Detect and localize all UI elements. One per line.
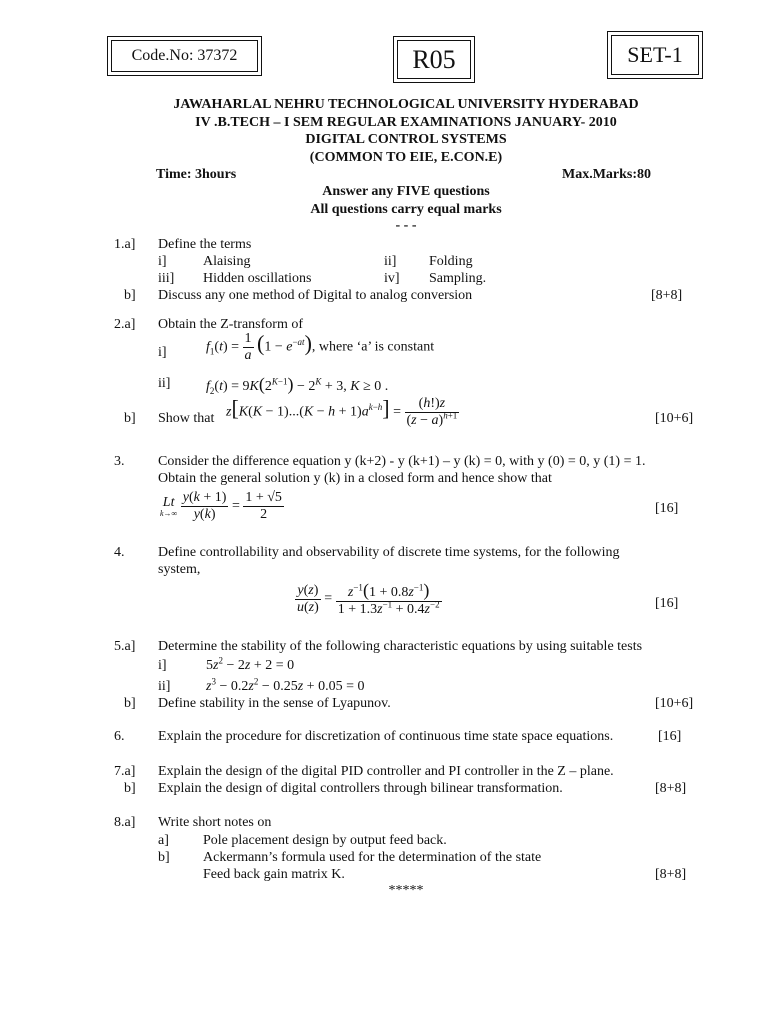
q2b-text: Show that (158, 411, 215, 426)
q5-ii-label: ii] (158, 679, 171, 694)
q4-line1: Define controllability and observability of discrete time systems, for the following (158, 545, 620, 560)
q1-opt1-label: i] (158, 254, 167, 269)
q1a-text: Define the terms (158, 237, 252, 252)
exam-title: IV .B.TECH – I SEM REGULAR EXAMINATIONS JANUARY- 2010 (195, 115, 617, 130)
code-box (107, 36, 262, 76)
q2-marks: [10+6] (655, 411, 694, 426)
q6-marks: [16] (658, 729, 682, 744)
code-number: Code.No: 37372 (131, 47, 238, 64)
q5a-number: 5.a] (114, 639, 136, 654)
q1-opt3-label: iii] (158, 271, 175, 286)
q8-b-text: Ackermann’s formula used for the determination of the state (203, 850, 542, 865)
q8a-number: 8.a] (114, 815, 136, 830)
set-box (607, 31, 703, 79)
q7-marks: [8+8] (655, 781, 687, 796)
q1-marks: [8+8] (651, 288, 683, 303)
set-label: SET-1 (627, 42, 683, 67)
q1-opt1-text: Alaising (203, 254, 251, 269)
q5b-number: b] (124, 696, 136, 711)
q3-formula: Lt k→∞ $\frac{y(k + 1)}{y(k)}$ = $\frac{1 + √5}{2}$ (160, 490, 282, 522)
q3-marks: [16] (655, 501, 679, 516)
q8-a-label: a] (158, 833, 169, 848)
q2-ii-label: ii] (158, 376, 171, 391)
header-separator: - - - (395, 218, 417, 233)
common-branches: (COMMON TO EIE, E.CON.E) (309, 150, 503, 165)
q5-i-label: i] (158, 658, 167, 673)
q2-i-formula: $f_1(t)$ = $\frac{1}{a}$ $(1 - e^{-at})$, where ‘a’ is constant (206, 330, 435, 363)
q2-i-suffix: , where ‘a’ is constant (311, 339, 435, 355)
q2b-formula: $z[K(K - 1)...(K - h + 1)a^{k-h}]$ = $\frac{(h!)z}{(z - a)^{h+1}}$ (226, 395, 458, 428)
q1-opt2-text: Folding (429, 254, 473, 269)
q1-opt3-text: Hidden oscillations (203, 271, 312, 286)
end-stars: ***** (388, 883, 424, 898)
q5-ii-equation: $z^3 - 0.2z^2 - 0.25z + 0.05 = 0$ (206, 676, 365, 694)
q1a-number: 1.a] (114, 237, 136, 252)
q7a-text: Explain the design of the digital PID controller and PI controller in the Z – plane. (158, 764, 614, 779)
q4-marks: [16] (655, 596, 679, 611)
q8-marks: [8+8] (655, 867, 687, 882)
q5a-text: Determine the stability of the following characteristic equations by using suitable tests (158, 639, 643, 654)
q2-ii-formula: $f_2(t) = 9K(2^{K-1}) - 2^K + 3$, K ≥ 0 . (206, 374, 389, 396)
q5b-text: Define stability in the sense of Lyapunov. (158, 696, 391, 711)
time-label: Time: 3hours (156, 167, 237, 182)
q1-opt4-label: iv] (384, 271, 400, 286)
q1-opt4-text: Sampling. (429, 271, 487, 286)
q4-line2: system, (158, 562, 201, 577)
q6-number: 6. (114, 729, 125, 744)
regulation-label: R05 (412, 44, 456, 74)
q7a-number: 7.a] (114, 764, 136, 779)
subject-title: DIGITAL CONTROL SYSTEMS (305, 132, 507, 147)
q8a-text: Write short notes on (158, 815, 272, 830)
q3-number: 3. (114, 454, 125, 469)
q2-i-label: i] (158, 345, 167, 360)
max-marks-label: Max.Marks:80 (562, 167, 652, 182)
q8-b-text-cont: Feed back gain matrix K. (203, 867, 345, 882)
q3-line2: Obtain the general solution y (k) in a closed form and hence show that (158, 471, 552, 486)
q2a-number: 2.a] (114, 317, 136, 332)
q3-line1: Consider the difference equation y (k+2) - y (k+1) – y (k) = 0, with y (0) = 0, y (1) = 1. (158, 454, 646, 469)
q1b-number: b] (124, 288, 136, 303)
q1-opt2-label: ii] (384, 254, 397, 269)
q4-formula: $\frac{y(z)}{u(z)}$ = $\frac{z^{-1}(1 + 0.8z^{-1})}{1 + 1.3z^{-1} + 0.4z^{-2}}$ (297, 580, 440, 617)
q8-a-text: Pole placement design by output feed back. (203, 833, 447, 848)
regulation-box (393, 36, 475, 83)
q5-marks: [10+6] (655, 696, 694, 711)
q7b-number: b] (124, 781, 136, 796)
instruction-equal: All questions carry equal marks (310, 202, 502, 217)
instruction-five: Answer any FIVE questions (322, 184, 490, 199)
q7b-text: Explain the design of digital controllers through bilinear transformation. (158, 781, 563, 796)
q4-number: 4. (114, 545, 125, 560)
q1b-text: Discuss any one method of Digital to analog conversion (158, 288, 473, 303)
q2a-text: Obtain the Z-transform of (158, 317, 304, 332)
university-name: JAWAHARLAL NEHRU TECHNOLOGICAL UNIVERSITY HYDERABAD (173, 97, 639, 112)
q6-text: Explain the procedure for discretization of continuous time state space equations. (158, 729, 614, 744)
q5-i-equation: $5z^2 - 2z + 2 = 0$ (206, 655, 295, 673)
q2b-number: b] (124, 411, 136, 426)
q8-b-label: b] (158, 850, 170, 865)
